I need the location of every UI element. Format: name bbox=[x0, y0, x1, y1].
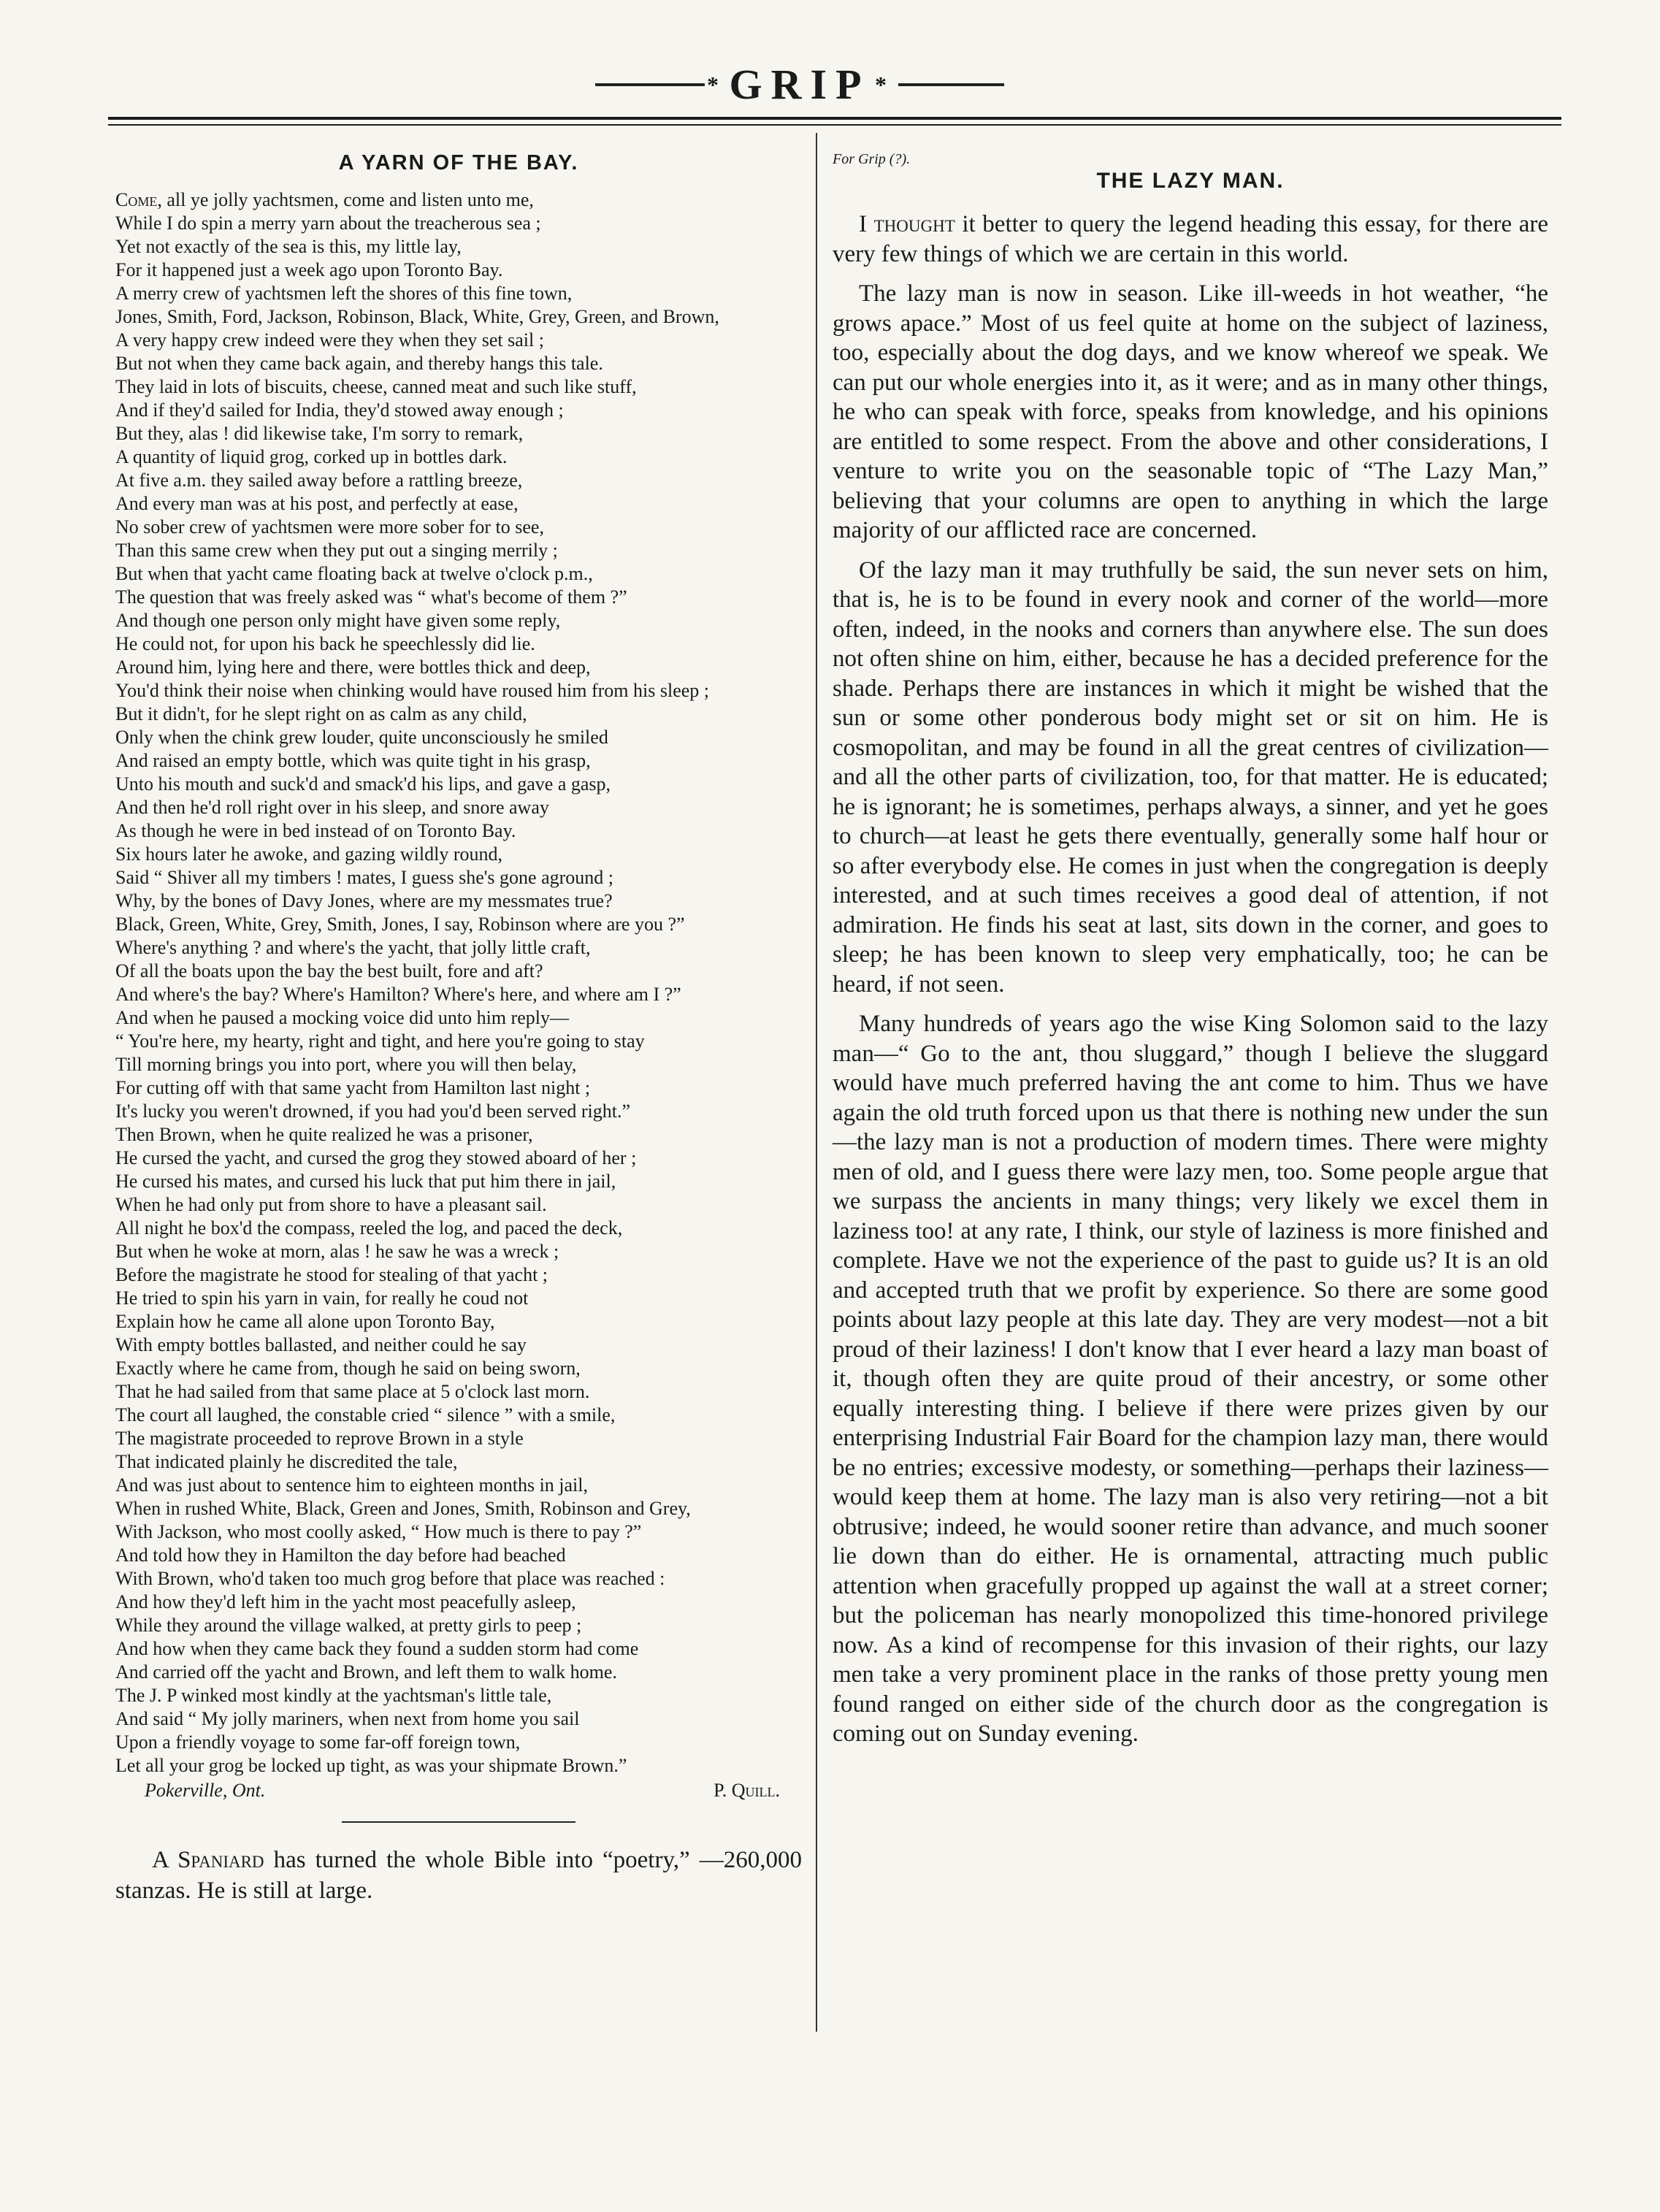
signature-place: Pokerville, Ont. bbox=[145, 1780, 266, 1801]
poem-line-text: But they, alas ! did likewise take, I'm sorry to remark, bbox=[115, 423, 524, 444]
poem-line bbox=[115, 679, 802, 703]
poem-line-text: The question that was freely asked was “ what's become of them ?” bbox=[115, 586, 627, 608]
poem-line bbox=[115, 632, 802, 656]
note-text: has turned the whole Bible into “poetry,” —260,000 stanzas. He is still at large. bbox=[115, 1847, 803, 1904]
poem-line-text: And when he paused a mocking voice did unto him reply— bbox=[115, 1007, 569, 1028]
poem-line bbox=[115, 1147, 802, 1170]
column-divider bbox=[816, 133, 817, 2032]
poem-line bbox=[115, 1731, 802, 1754]
poem-line bbox=[115, 1100, 802, 1123]
poem-line-text: The court all laughed, the constable cried “ silence ” with a smile, bbox=[115, 1404, 616, 1425]
poem-line-text: Of all the boats upon the bay the best built, fore and aft? bbox=[115, 960, 543, 981]
poem-line bbox=[115, 259, 802, 282]
signature-author: P. Quill. bbox=[714, 1780, 780, 1801]
poem-line-text: No sober crew of yachtsmen were more sober for to see, bbox=[115, 516, 544, 537]
poem-line-text: Where's anything ? and where's the yacht, that jolly little craft, bbox=[115, 937, 591, 958]
poem-title: A YARN OF THE BAY. bbox=[338, 151, 579, 175]
poem-line bbox=[115, 1754, 802, 1777]
right-column bbox=[833, 135, 1548, 1759]
masthead-star-right: * bbox=[875, 72, 887, 98]
poem-line bbox=[115, 516, 802, 539]
poem-line bbox=[115, 1544, 802, 1567]
poem-line bbox=[115, 235, 802, 259]
poem-line bbox=[115, 913, 802, 936]
poem-line-text: They laid in lots of biscuits, cheese, canned meat and such like stuff, bbox=[115, 376, 637, 397]
poem-line-text: When in rushed White, Black, Green and Jones, Smith, Robinson and Grey, bbox=[115, 1498, 691, 1519]
poem-line-text: Jones, Smith, Ford, Jackson, Robinson, Black, White, Grey, Green, and Brown, bbox=[115, 306, 719, 327]
poem-line bbox=[115, 819, 802, 843]
poem-line-text: Unto his mouth and suck'd and smack'd his lips, and gave a gasp, bbox=[115, 773, 611, 795]
poem-line-text: Only when the chink grew louder, quite unconsciously he smiled bbox=[115, 727, 608, 748]
poem-line bbox=[115, 1193, 802, 1217]
poem-line-text: He cursed his mates, and cursed his luck that put him there in jail, bbox=[115, 1171, 616, 1192]
masthead-rule-right bbox=[898, 83, 1004, 86]
essay-title: THE LAZY MAN. bbox=[1096, 169, 1285, 193]
poem-line-text: But when he woke at morn, alas ! he saw he was a wreck ; bbox=[115, 1241, 559, 1262]
spaniard-note bbox=[115, 1845, 802, 1906]
poem-line bbox=[115, 188, 802, 212]
masthead-title: GRIP bbox=[729, 61, 871, 108]
poem-line bbox=[115, 1333, 802, 1357]
poem-line-text: You'd think their noise when chinking would have roused him from his sleep ; bbox=[115, 680, 710, 701]
poem-line bbox=[115, 329, 802, 352]
poem-line-text: He tried to spin his yarn in vain, for really he coud not bbox=[115, 1287, 529, 1309]
poem-line-text: But not when they came back again, and thereby hangs this tale. bbox=[115, 353, 603, 374]
poem-line bbox=[115, 1661, 802, 1684]
poem-line bbox=[115, 1637, 802, 1661]
masthead-star-left: * bbox=[707, 72, 719, 98]
poem-line-text: And carried off the yacht and Brown, and left them to walk home. bbox=[115, 1661, 617, 1683]
poem-line-text: A very happy crew indeed were they when they set sail ; bbox=[115, 329, 544, 351]
poem-line-text: “ You're here, my hearty, right and tight, and here you're going to stay bbox=[115, 1030, 645, 1052]
poem-line bbox=[115, 352, 802, 375]
poem-line-text: And said “ My jolly mariners, when next from home you sail bbox=[115, 1708, 580, 1729]
poem-line bbox=[115, 1707, 802, 1731]
poem-line-text: All night he box'd the compass, reeled the log, and paced the deck, bbox=[115, 1217, 623, 1239]
poem-line-text: But it didn't, for he slept right on as calm as any child, bbox=[115, 703, 527, 724]
poem-line bbox=[115, 445, 802, 469]
poem-line-text: And how they'd left him in the yacht most peacefully asleep, bbox=[115, 1591, 576, 1612]
poem-line-text: When he had only put from shore to have a pleasant sail. bbox=[115, 1194, 547, 1215]
poem-line-text: And then he'd roll right over in his sleep, and snore away bbox=[115, 797, 549, 818]
essay-paragraph bbox=[833, 279, 1548, 546]
poem-line bbox=[115, 1567, 802, 1591]
poem-line-text: And every man was at his post, and perfectly at ease, bbox=[115, 493, 519, 514]
poem-line-text: That he had sailed from that same place at 5 o'clock last morn. bbox=[115, 1381, 590, 1402]
poem-line bbox=[115, 726, 802, 749]
poem-line bbox=[115, 609, 802, 632]
poem-line bbox=[115, 1404, 802, 1427]
poem-line bbox=[115, 1030, 802, 1053]
poem-line bbox=[115, 866, 802, 889]
poem-line bbox=[115, 796, 802, 819]
poem-line bbox=[115, 1497, 802, 1520]
poem-line-text: With Jackson, who most coolly asked, “ How much is there to pay ?” bbox=[115, 1521, 642, 1542]
poem-line-text: For cutting off with that same yacht from Hamilton last night ; bbox=[115, 1077, 591, 1098]
poem-line-text: Around him, lying here and there, were bottles thick and deep, bbox=[115, 657, 591, 678]
poem-line bbox=[115, 375, 802, 399]
poem-line-text: With Brown, who'd taken too much grog before that place was reached : bbox=[115, 1568, 665, 1589]
poem-line-text: That indicated plainly he discredited the tale, bbox=[115, 1451, 458, 1472]
poem-line bbox=[115, 1053, 802, 1076]
poem-line-text: It's lucky you weren't drowned, if you had you'd been served right.” bbox=[115, 1101, 631, 1122]
paragraph-text: Many hundreds of years ago the wise King Solomon said to the lazy man—“ Go to the ant, thou sluggard,” though I believe the sluggard would have much preferred having the ant come to him. Thus we have again the old truth forced upon us that there is nothing new under the sun—the lazy man is not a production of modern times. There were mighty men of old, and I guess there were lazy men, too. Some people argue that we surpass the ancients in many things; very likely we excel them in laziness too! at any rate, I think, our style of laziness is more finished and complete. Have we not the experience of the past to guide us? It is an old and accepted truth that we profit by experience. So there are some good points about lazy people at this late day. They are very modest—not a bit proud of their laziness! I don't know that I ever heard a lazy man boast of it, though often they are quite proud of their ancestry, or some other equally interesting thing. I believe if there were prizes given by our enterprising Industrial Fair Board for the champion lazy man, there would be no entries; excessive modesty, or something—perhaps their laziness—would keep them at home. The lazy man is also very retiring—not a bit obtrusive; indeed, he would sooner retire than advance, and much sooner lie down than do either. He is ornamental, attracting much public attention when gracefully propped up against the wall at a street corner; but the policeman has nearly monopolized this time-honored privilege now. As a kind of recompense for this invasion of their rights, our lazy men take a very prominent place in the ranks of those pretty young men found ranged on either side of the church door as the congregation is coming out on Sunday evening. bbox=[833, 1011, 1548, 1747]
poem-line bbox=[115, 656, 802, 679]
poem-line-text: As though he were in bed instead of on Toronto Bay. bbox=[115, 820, 516, 841]
poem-line-text: A merry crew of yachtsmen left the shores of this fine town, bbox=[115, 283, 573, 304]
poem-line bbox=[115, 960, 802, 983]
poem-line-text: , all ye jolly yachtsmen, come and listen unto me, bbox=[157, 189, 534, 210]
header-rule-thick bbox=[108, 117, 1561, 120]
poem-line-text: The J. P winked most kindly at the yachtsman's little tale, bbox=[115, 1685, 552, 1706]
poem-line bbox=[115, 1427, 802, 1450]
poem-line bbox=[115, 1310, 802, 1333]
poem-line-text: But when that yacht came floating back at twelve o'clock p.m., bbox=[115, 563, 593, 584]
poem-line bbox=[115, 1170, 802, 1193]
poem-line-text: The magistrate proceeded to reprove Brown in a style bbox=[115, 1428, 524, 1449]
poem-line bbox=[115, 469, 802, 492]
left-column bbox=[115, 135, 802, 1906]
poem-line bbox=[115, 1287, 802, 1310]
poem-line-text: And told how they in Hamilton the day before had beached bbox=[115, 1545, 566, 1566]
poem-line-text: Six hours later he awoke, and gazing wildly round, bbox=[115, 843, 502, 865]
poem-line bbox=[115, 889, 802, 913]
poem-line bbox=[115, 586, 802, 609]
poem-line bbox=[115, 399, 802, 422]
poem-line-text: Than this same crew when they put out a singing merrily ; bbox=[115, 540, 558, 561]
poem-line bbox=[115, 1123, 802, 1147]
poem-line-text: Why, by the bones of Davy Jones, where are my messmates true? bbox=[115, 890, 613, 911]
poem-line-text: While they around the village walked, at pretty girls to peep ; bbox=[115, 1615, 582, 1636]
poem-line bbox=[115, 936, 802, 960]
poem-line bbox=[115, 703, 802, 726]
poem-line bbox=[115, 562, 802, 586]
poem-line-text: And where's the bay? Where's Hamilton? Where's here, and where am I ?” bbox=[115, 984, 681, 1005]
poem-line-text: He could not, for upon his back he speechlessly did lie. bbox=[115, 633, 535, 654]
paragraph-text: it better to query the legend heading this essay, for there are very few things of which we are certain in this world. bbox=[833, 211, 1548, 267]
poem-line-text: For it happened just a week ago upon Toronto Bay. bbox=[115, 259, 503, 280]
poem-line-lead: Come bbox=[115, 189, 158, 210]
essay-paragraph bbox=[833, 556, 1548, 1000]
paragraph-lead: I thought bbox=[859, 211, 955, 237]
poem-line-text: Then Brown, when he quite realized he was a prisoner, bbox=[115, 1124, 533, 1145]
poem-line bbox=[115, 1450, 802, 1474]
poem-line bbox=[115, 1591, 802, 1614]
poem-line bbox=[115, 1614, 802, 1637]
poem-line-text: He cursed the yacht, and cursed the grog they stowed aboard of her ; bbox=[115, 1147, 637, 1168]
poem-line bbox=[115, 1380, 802, 1404]
poem-line-text: And was just about to sentence him to eighteen months in jail, bbox=[115, 1474, 589, 1496]
note-lead: A Spaniard bbox=[152, 1847, 264, 1873]
essay-paragraph bbox=[833, 210, 1548, 269]
poem-line bbox=[115, 212, 802, 235]
poem-line bbox=[115, 843, 802, 866]
poem-line bbox=[115, 1263, 802, 1287]
section-rule bbox=[342, 1821, 575, 1823]
essay-paragraph bbox=[833, 1009, 1548, 1749]
poem-line-text: At five a.m. they sailed away before a rattling breeze, bbox=[115, 470, 523, 491]
poem-line-text: Upon a friendly voyage to some far-off foreign town, bbox=[115, 1731, 521, 1753]
poem-line-text: Before the magistrate he stood for stealing of that yacht ; bbox=[115, 1264, 548, 1285]
poem-line-text: And how when they came back they found a sudden storm had come bbox=[115, 1638, 639, 1659]
poem-line bbox=[115, 749, 802, 773]
poem-line-text: While I do spin a merry yarn about the treacherous sea ; bbox=[115, 213, 541, 234]
poem-line bbox=[115, 422, 802, 445]
poem-line-text: Let all your grog be locked up tight, as was your shipmate Brown.” bbox=[115, 1755, 627, 1776]
header-rule-thin bbox=[108, 124, 1561, 126]
poem-line bbox=[115, 1520, 802, 1544]
poem-line-text: Black, Green, White, Grey, Smith, Jones, I say, Robinson where are you ?” bbox=[115, 914, 685, 935]
masthead-rule-left bbox=[595, 83, 705, 86]
poem-line bbox=[115, 1076, 802, 1100]
poem-line-text: And though one person only might have given some reply, bbox=[115, 610, 561, 631]
poem-line-text: With empty bottles ballasted, and neither could he say bbox=[115, 1334, 527, 1355]
poem-line bbox=[115, 1474, 802, 1497]
poem-line bbox=[115, 1006, 802, 1030]
poem-line-text: Explain how he came all alone upon Toronto Bay, bbox=[115, 1311, 495, 1332]
poem-body bbox=[115, 188, 802, 1777]
poem-line bbox=[115, 305, 802, 329]
paragraph-text: The lazy man is now in season. Like ill-weeds in hot weather, “he grows apace.” Most of us feel quite at home on the subject of laziness, too, especially about the dog days, and we know whereof we speak. We can put our whole energies into it, as it were; and as in many other things, he who can speak with force, speaks from knowledge, and his opinions are entitled to some respect. From the above and other considerations, I venture to write you on the seasonable topic of “The Lazy Man,” believing that your columns are open to anything in which the large majority of our afflicted race are concerned. bbox=[833, 280, 1548, 543]
poem-line-text: And raised an empty bottle, which was quite tight in his grasp, bbox=[115, 750, 591, 771]
poem-line-text: Till morning brings you into port, where you will then belay, bbox=[115, 1054, 577, 1075]
poem-line bbox=[115, 1217, 802, 1240]
essay-body bbox=[833, 210, 1548, 1749]
poem-line-text: Yet not exactly of the sea is this, my little lay, bbox=[115, 236, 462, 257]
poem-line bbox=[115, 1240, 802, 1263]
essay-credit: For Grip (?). bbox=[833, 151, 911, 167]
poem-line bbox=[115, 773, 802, 796]
poem-signature bbox=[115, 1779, 802, 1802]
poem-line bbox=[115, 539, 802, 562]
poem-line bbox=[115, 492, 802, 516]
poem-line-text: And if they'd sailed for India, they'd stowed away enough ; bbox=[115, 399, 564, 421]
paragraph-text: Of the lazy man it may truthfully be said, the sun never sets on him, that is, he is to be found in every nook and corner of the world—more often, indeed, in the nooks and corners than anywhere else. The sun does not often shine on him, either, because he has a decided preference for the shade. Perhaps there are instances in which it might be wished that the sun or some other ponderous body might set or sit on him. He is cosmopolitan, and may be found in all the great centres of civilization—and all the other parts of civilization, too, for that matter. He is educated; he is ignorant; he is sometimes, perhaps always, a sinner, and yet he goes to church—at least he gets there eventually, generally some half hour or so after everybody else. He comes in just when the congregation is deeply interested, and at such times receives a good deal of attention, if not admiration. He finds his seat at last, sits down in the corner, and goes to sleep; he has been known to sleep very emphatically, too; he can be heard, if not seen. bbox=[833, 556, 1548, 998]
poem-line bbox=[115, 1357, 802, 1380]
poem-line-text: A quantity of liquid grog, corked up in bottles dark. bbox=[115, 446, 508, 467]
poem-line-text: Exactly where he came from, though he said on being sworn, bbox=[115, 1358, 581, 1379]
poem-line bbox=[115, 983, 802, 1006]
masthead bbox=[0, 57, 1660, 108]
poem-line-text: Said “ Shiver all my timbers ! mates, I guess she's gone aground ; bbox=[115, 867, 614, 888]
poem-line bbox=[115, 282, 802, 305]
poem-line bbox=[115, 1684, 802, 1707]
